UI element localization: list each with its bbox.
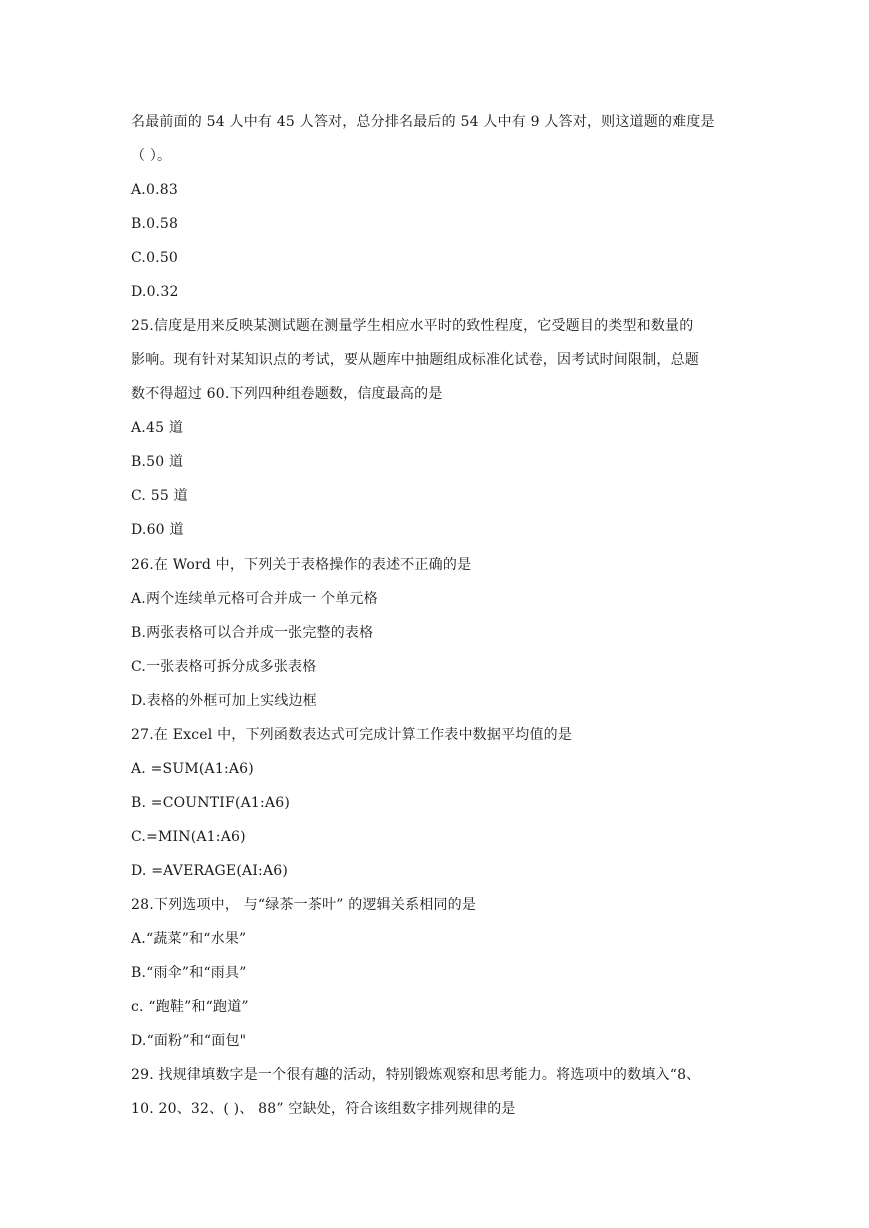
question-27-option-b: B. =COUNTIF(A1:A6): [131, 795, 291, 811]
question-29-stem-line-2: 10. 20、32、( )、 88” 空缺处，符合该组数字排列规律的是: [131, 1101, 516, 1117]
question-28-option-c: c. “跑鞋”和“跑道”: [131, 999, 249, 1015]
question-26-option-c: C.一张表格可拆分成多张表格: [131, 659, 317, 675]
question-26-stem: 26.在 Word 中，下列关于表格操作的表述不正确的是: [131, 557, 472, 573]
question-28-stem: 28.下列选项中， 与“绿茶一茶叶” 的逻辑关系相同的是: [131, 897, 477, 913]
question-24-option-c: C.0.50: [131, 250, 179, 266]
question-25-option-a: A.45 道: [131, 420, 184, 436]
question-25-option-c: C. 55 道: [131, 488, 188, 504]
question-25-stem-line-2: 影响。现有针对某知识点的考试，要从题库中抽题组成标准化试卷，因考试时间限制，总题: [131, 352, 699, 368]
question-24-option-a: A.0.83: [131, 182, 178, 198]
question-27-option-a: A. =SUM(A1:A6): [131, 761, 254, 777]
question-26-option-b: B.两张表格可以合并成一张完整的表格: [131, 625, 374, 641]
question-24-option-b: B.0.58: [131, 216, 179, 232]
question-28-option-b: B.“雨伞”和“雨具”: [131, 965, 247, 981]
question-24-stem-line-2: （ ）。: [131, 148, 172, 164]
question-24-stem-line-1: 名最前面的 54 人中有 45 人答对，总分排名最后的 54 人中有 9 人答对，则这道题的难度是: [131, 114, 715, 130]
question-24-option-d: D.0.32: [131, 284, 179, 300]
question-25-option-b: B.50 道: [131, 454, 184, 470]
question-26-option-d: D.表格的外框可加上实线边框: [131, 693, 317, 709]
question-29-stem-line-1: 29. 找规律填数字是一个很有趣的活动，特别锻炼观察和思考能力。将选项中的数填入“8、: [131, 1067, 701, 1083]
question-25-stem-line-1: 25.信度是用来反映某测试题在测量学生相应水平时的致性程度，它受题目的类型和数量的: [131, 318, 694, 334]
question-26-option-a: A.两个连续单元格可合并成一 个单元格: [131, 591, 378, 607]
question-27-option-d: D. =AVERAGE(AI:A6): [131, 863, 289, 879]
question-25-option-d: D.60 道: [131, 522, 184, 538]
question-27-stem: 27.在 Excel 中，下列函数表达式可完成计算工作表中数据平均值的是: [131, 727, 573, 743]
question-25-stem-line-3: 数不得超过 60.下列四种组卷题数，信度最高的是: [131, 386, 443, 402]
question-27-option-c: C.=MIN(A1:A6): [131, 829, 246, 845]
question-28-option-d: D.“面粉”和“面包": [131, 1033, 247, 1049]
question-28-option-a: A.“蔬菜”和“水果”: [131, 931, 247, 947]
